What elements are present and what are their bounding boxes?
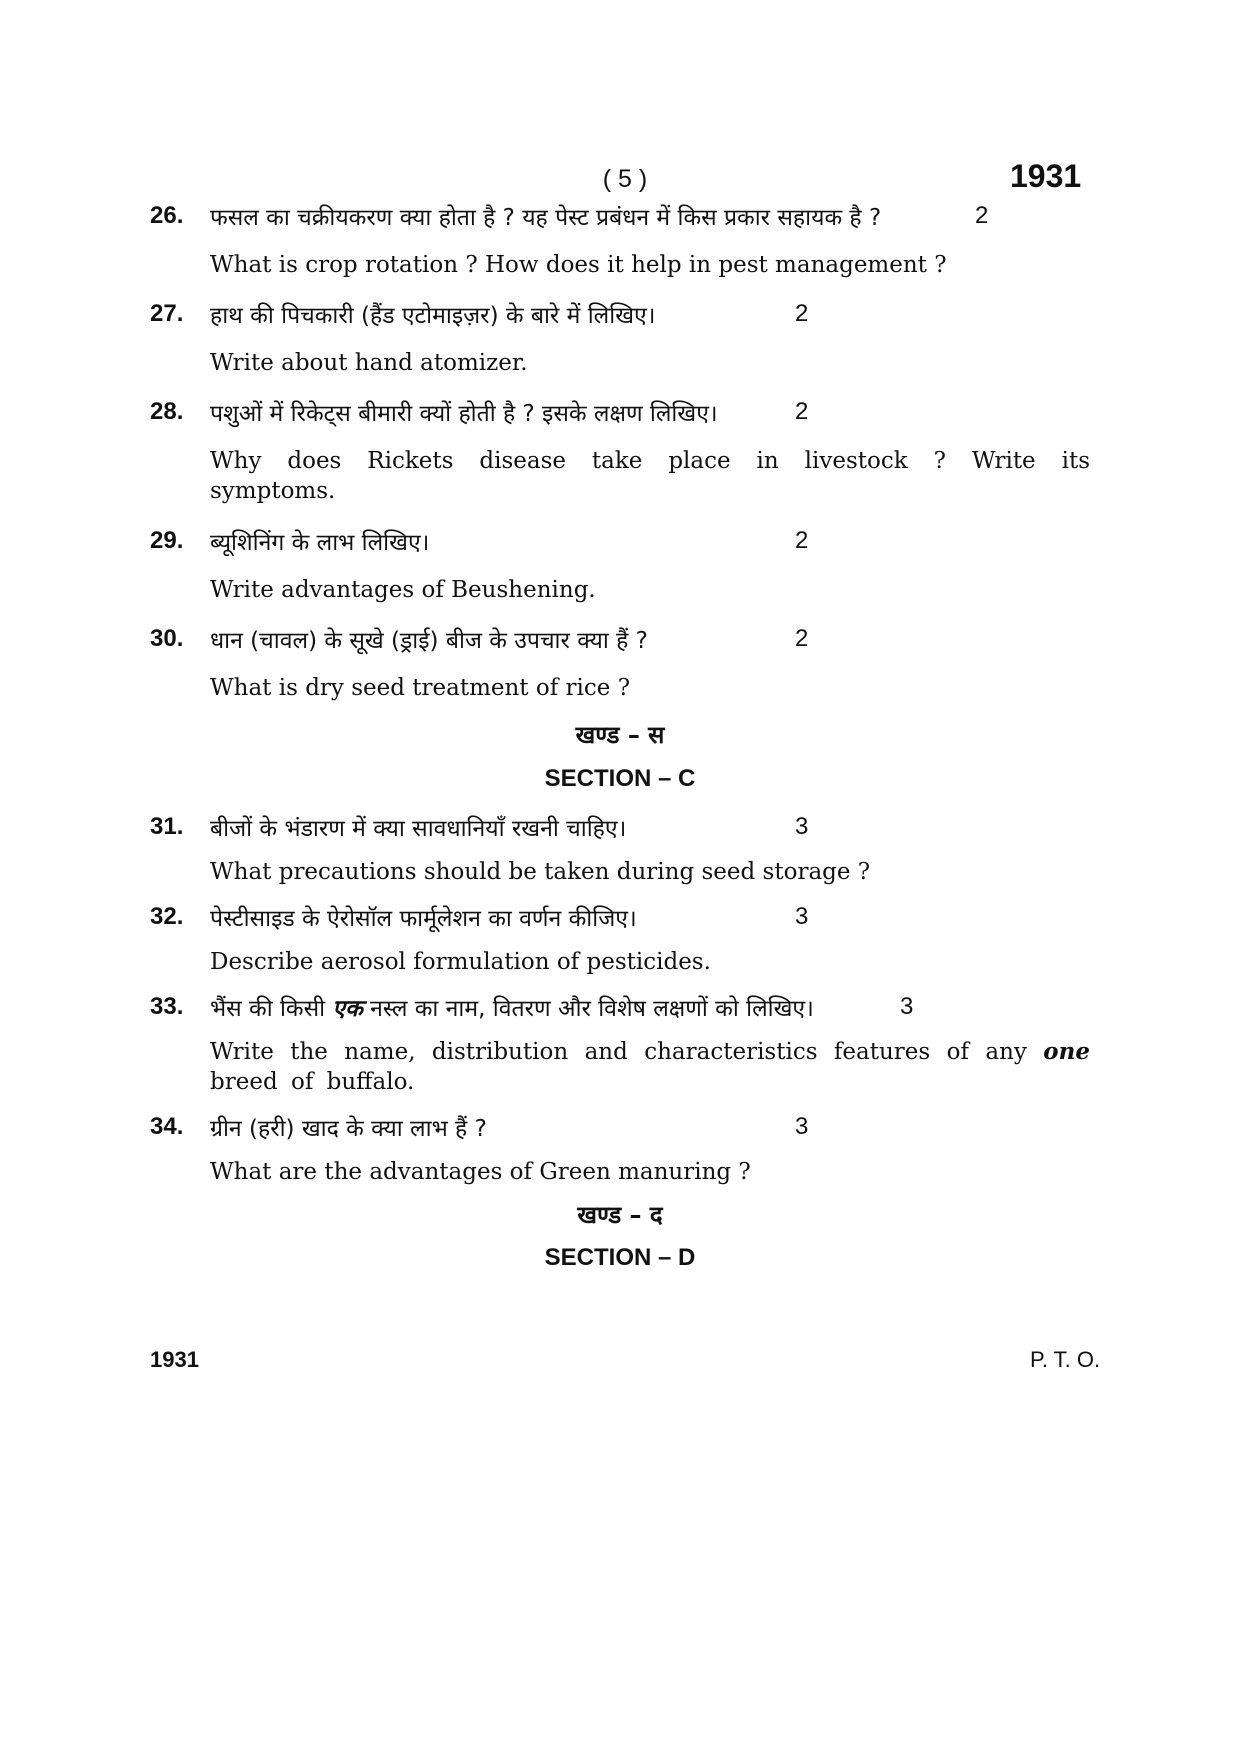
question-marks: 2	[795, 398, 809, 425]
question-hindi: ग्रीन (हरी) खाद के क्या लाभ हैं ?	[210, 1116, 487, 1142]
question-english: Write about hand atomizer.	[210, 350, 528, 376]
question-number: 34.	[150, 1113, 184, 1140]
question-english-text: Write the name, distribution and characteristics features of any	[210, 1039, 1027, 1065]
paper-code-header: 1931	[1010, 158, 1082, 194]
question-hindi: फसल का चक्रीयकरण क्या होता है ? यह पेस्ट प्रबंधन में किस प्रकार सहायक है ?	[210, 205, 882, 231]
section-heading: SECTION – D	[544, 1244, 696, 1271]
question-hindi: धान (चावल) के सूखे (ड्राई) बीज के उपचार क्या हैं ?	[210, 628, 648, 654]
question-marks: 3	[795, 903, 809, 930]
question-number: 29.	[150, 527, 184, 554]
question-english: Why does Rickets disease take place in livestock ? Write its symptoms.	[210, 448, 1090, 504]
question-english: Write advantages of Beushening.	[210, 577, 596, 603]
question-english: What are the advantages of Green manuring ?	[210, 1159, 751, 1185]
question-hindi	[210, 991, 814, 1023]
question-hindi: पशुओं में रिकेट्स बीमारी क्यों होती है ? इसके लक्षण लिखिए।	[210, 401, 718, 427]
question-english: Describe aerosol formulation of pesticides.	[210, 949, 711, 975]
section-heading-hindi: खण्ड – स	[575, 721, 665, 749]
question-marks: 2	[795, 625, 809, 652]
question-number: 31.	[150, 813, 184, 840]
question-hindi-text: नस्ल का नाम, वितरण और विशेष लक्षणों को लिखिए।	[370, 996, 814, 1022]
question-hindi-text: भैंस की किसी	[210, 996, 326, 1022]
question-english: What precautions should be taken during seed storage ?	[210, 859, 871, 885]
section-heading-hindi: खण्ड – द	[577, 1201, 663, 1229]
question-marks: 2	[795, 300, 809, 327]
pto-label: P. T. O.	[1030, 1347, 1101, 1372]
question-english	[210, 1037, 1090, 1097]
question-number: 33.	[150, 993, 184, 1020]
footer-paper-code: 1931	[150, 1347, 199, 1372]
question-marks: 3	[900, 993, 914, 1020]
question-number: 30.	[150, 625, 184, 652]
question-english: What is crop rotation ? How does it help in pest management ?	[210, 252, 947, 278]
question-number: 27.	[150, 300, 184, 327]
question-english-text: breed of buffalo.	[210, 1069, 415, 1095]
page-number: ( 5 )	[602, 165, 648, 193]
question-marks: 2	[795, 527, 809, 554]
question-marks: 2	[975, 202, 989, 229]
question-marks: 3	[795, 813, 809, 840]
question-number: 32.	[150, 903, 184, 930]
question-hindi: बीजों के भंडारण में क्या सावधानियाँ रखनी चाहिए।	[210, 816, 627, 842]
question-number: 28.	[150, 398, 184, 425]
question-number: 26.	[150, 202, 184, 229]
emphasis-text: एक	[332, 996, 363, 1022]
question-hindi: ब्यूशिनिंग के लाभ लिखिए।	[210, 530, 430, 556]
question-hindi: पेस्टीसाइड के ऐरोसॉल फार्मूलेशन का वर्णन कीजिए।	[210, 906, 637, 932]
question-english: What is dry seed treatment of rice ?	[210, 675, 631, 701]
emphasis-text: one	[1043, 1038, 1090, 1065]
section-heading: SECTION – C	[544, 765, 696, 792]
question-marks: 3	[795, 1113, 809, 1140]
question-hindi: हाथ की पिचकारी (हैंड एटोमाइज़र) के बारे में लिखिए।	[210, 303, 656, 329]
